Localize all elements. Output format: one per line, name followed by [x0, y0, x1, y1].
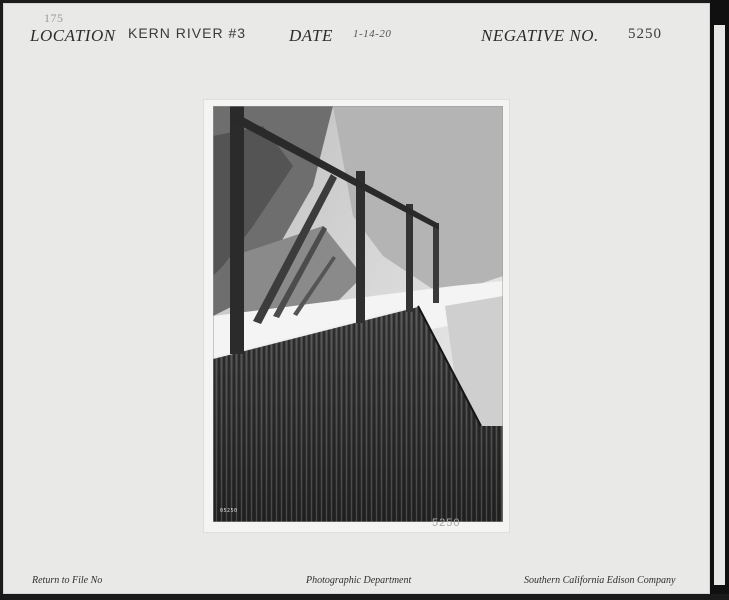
file-number: 175 [44, 11, 64, 25]
scan-edge-strip [710, 0, 729, 600]
date-value: 1-14-20 [353, 28, 392, 40]
negative-number: 5250 [628, 26, 662, 42]
location-value: KERN RIVER #3 [128, 25, 247, 41]
location-label: LOCATION [30, 26, 116, 45]
print-code: 05250 [220, 508, 238, 514]
negative-scrawl: 5250 [432, 517, 461, 529]
scan-bottom-edge [0, 594, 729, 600]
photograph [213, 106, 503, 522]
footer-department: Photographic Department [306, 575, 412, 586]
footer-company: Southern California Edison Company [524, 575, 676, 586]
negative-label: NEGATIVE NO. [481, 26, 599, 45]
footer-return-to-file: Return to File No [32, 575, 103, 586]
date-label: DATE [289, 26, 333, 45]
